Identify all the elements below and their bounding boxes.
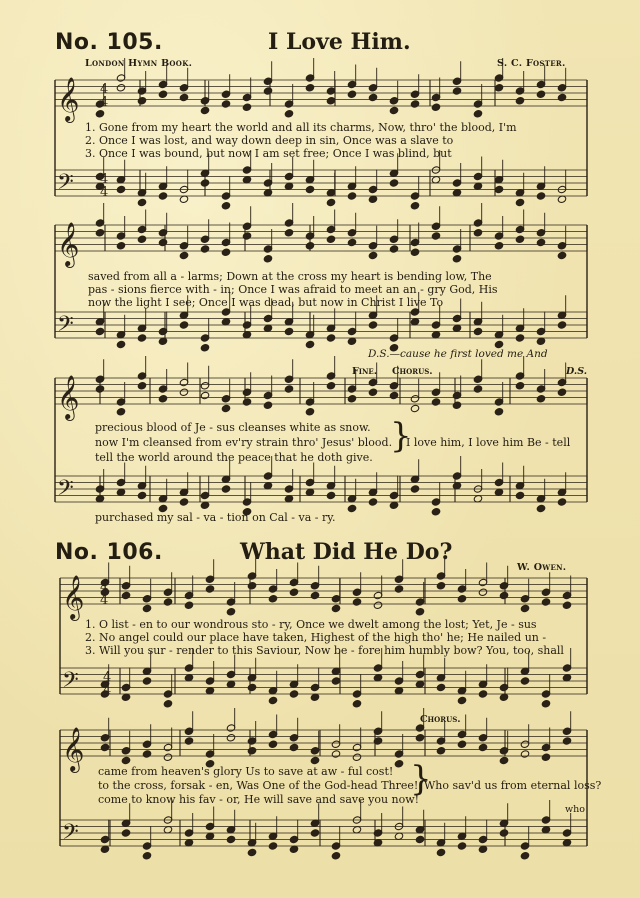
note-head: [452, 87, 461, 95]
note-head: [331, 604, 340, 612]
note-head: [142, 677, 151, 685]
note-head: [452, 401, 461, 409]
note-head: [562, 737, 571, 745]
note-head: [221, 404, 230, 412]
note-head: [536, 504, 545, 512]
note-head: [268, 595, 277, 603]
note-head: [431, 103, 440, 111]
note-head: [268, 696, 277, 704]
note-head: [221, 100, 230, 108]
note-head: [200, 245, 209, 253]
note-head: [368, 498, 377, 506]
note-head: [478, 690, 487, 698]
note-head: [200, 391, 209, 399]
note-head: [326, 198, 335, 206]
note-head: [179, 388, 188, 396]
note-head: [305, 340, 314, 348]
note-head: [431, 508, 440, 516]
hymn-105-composer: S. C. Foster.: [497, 58, 566, 69]
note-head: [389, 245, 398, 253]
hymn-105-title: I Love Him.: [268, 29, 411, 55]
note-head: [541, 598, 550, 606]
bass-clef-icon: 𝄢: [57, 476, 74, 506]
note-head: [494, 408, 503, 416]
note-head: [536, 238, 545, 246]
note-head: [95, 229, 104, 237]
note-head: [473, 229, 482, 237]
note-head: [457, 696, 466, 704]
note-head: [310, 756, 319, 764]
note-head: [473, 385, 482, 393]
note-head: [200, 106, 209, 114]
note-head: [263, 401, 272, 409]
note-head: [284, 385, 293, 393]
note-head: [389, 179, 398, 187]
bass-clef-icon: 𝄢: [57, 170, 74, 200]
note-head: [116, 408, 125, 416]
note-head: [158, 238, 167, 246]
note-head: [473, 110, 482, 118]
note-head: [289, 588, 298, 596]
note-head: [242, 398, 251, 406]
note-head: [247, 582, 256, 590]
note-head: [499, 829, 508, 837]
note-head: [263, 255, 272, 263]
note-head: [431, 232, 440, 240]
time-signature: 4: [100, 82, 109, 97]
note-head: [520, 750, 529, 758]
note-head: [221, 248, 230, 256]
note-head: [368, 321, 377, 329]
brace-icon: }: [410, 759, 432, 799]
note-head: [121, 829, 130, 837]
note-head: [410, 485, 419, 493]
note-head: [116, 84, 125, 92]
hymn-106-composer: W. Owen.: [517, 562, 567, 573]
hymn-105-source: London Hymn Book.: [85, 58, 193, 69]
note-head: [436, 582, 445, 590]
note-head: [200, 179, 209, 187]
note-head: [326, 334, 335, 342]
note-head: [520, 852, 529, 860]
note-head: [536, 192, 545, 200]
note-head: [226, 835, 235, 843]
note-head: [457, 595, 466, 603]
note-head: [499, 591, 508, 599]
note-head: [410, 404, 419, 412]
note-head: [557, 93, 566, 101]
hymn-106-s2-verse3: come to know his fav - or, He will save and save you now!: [98, 793, 420, 806]
note-head: [515, 97, 524, 105]
note-head: [95, 385, 104, 393]
note-head: [268, 842, 277, 850]
note-head: [158, 192, 167, 200]
note-head: [389, 391, 398, 399]
note-head: [326, 382, 335, 390]
hymn-105-s3-verse1: precious blood of Je - sus cleanses white as snow.: [95, 421, 371, 434]
note-head: [536, 90, 545, 98]
hymn-105-s3-verse3: tell the world around the peace that he doth give.: [95, 451, 373, 464]
note-head: [415, 734, 424, 742]
note-head: [557, 251, 566, 259]
time-signature: 4: [100, 95, 109, 110]
note-head: [179, 321, 188, 329]
note-head: [179, 498, 188, 506]
note-head: [179, 93, 188, 101]
note-head: [326, 491, 335, 499]
note-head: [515, 235, 524, 243]
note-head: [121, 756, 130, 764]
note-head: [431, 398, 440, 406]
bass-clef-icon: 𝄢: [62, 668, 79, 698]
note-head: [410, 248, 419, 256]
note-head: [289, 743, 298, 751]
note-head: [305, 408, 314, 416]
time-signature: 4: [100, 593, 109, 608]
note-head: [226, 734, 235, 742]
note-head: [415, 835, 424, 843]
note-head: [247, 848, 256, 856]
hymn-105-s1-verse3: 3. Once I was bound, but now I am set free; Once I was blind, but: [85, 147, 452, 160]
note-head: [331, 677, 340, 685]
note-head: [95, 327, 104, 335]
note-head: [457, 842, 466, 850]
note-head: [163, 700, 172, 708]
hymn-105-number: No. 105.: [55, 30, 163, 55]
note-head: [536, 395, 545, 403]
note-head: [116, 185, 125, 193]
note-head: [494, 242, 503, 250]
note-head: [163, 598, 172, 606]
treble-clef-icon: 𝄞: [62, 575, 85, 619]
hymn-106-s1-verse2: 2. No angel could our place have taken, Highest of the high tho' he; He nailed un -: [85, 631, 547, 644]
note-head: [142, 604, 151, 612]
note-head: [352, 700, 361, 708]
time-signature: 4: [103, 683, 112, 698]
note-head: [305, 242, 314, 250]
note-head: [494, 185, 503, 193]
note-head: [494, 84, 503, 92]
hymn-105-purchased: purchased my sal - va - tion on Cal - va - ry.: [95, 511, 336, 524]
note-head: [263, 87, 272, 95]
note-head: [541, 700, 550, 708]
note-head: [352, 598, 361, 606]
note-head: [478, 743, 487, 751]
treble-clef-icon: 𝄞: [57, 375, 80, 419]
hymn-105-s3-verse2: now I'm cleansed from ev'ry strain thro' Jesus' blood.: [95, 436, 393, 449]
hymn-106-s1-verse1: 1. O list - en to our wondrous sto - ry, Once we dwelt among the lost; Yet, Je - sus: [85, 618, 537, 631]
note-head: [347, 504, 356, 512]
note-head: [310, 591, 319, 599]
note-head: [473, 327, 482, 335]
note-head: [410, 100, 419, 108]
note-head: [221, 202, 230, 210]
note-head: [158, 395, 167, 403]
hymn-106-s2-verse1: came from heaven's glory Us to save at aw - ful cost!: [98, 765, 394, 778]
note-head: [284, 229, 293, 237]
note-head: [520, 677, 529, 685]
note-head: [352, 753, 361, 761]
note-head: [326, 97, 335, 105]
note-head: [515, 491, 524, 499]
note-head: [394, 585, 403, 593]
hymn-106-title: What Did He Do?: [240, 539, 453, 565]
note-head: [520, 604, 529, 612]
note-head: [331, 852, 340, 860]
note-head: [347, 90, 356, 98]
note-head: [310, 829, 319, 837]
note-head: [137, 334, 146, 342]
note-head: [436, 747, 445, 755]
note-head: [142, 852, 151, 860]
note-head: [268, 740, 277, 748]
treble-clef-icon: 𝄞: [57, 77, 80, 121]
note-head: [331, 750, 340, 758]
note-head: [116, 340, 125, 348]
hymn-106-chorus-label: Chorus.: [420, 714, 461, 725]
time-signature: 4: [103, 670, 112, 685]
note-head: [305, 84, 314, 92]
note-head: [557, 321, 566, 329]
note-head: [163, 753, 172, 761]
note-head: [305, 185, 314, 193]
note-head: [347, 238, 356, 246]
time-signature: 4: [100, 172, 109, 187]
note-head: [221, 485, 230, 493]
hymn-105-s2-verse2: pas - sions fierce with - in; Once I was afraid to meet an an - gry God, His: [88, 283, 498, 296]
note-head: [142, 750, 151, 758]
note-head: [137, 198, 146, 206]
note-head: [389, 106, 398, 114]
note-head: [499, 756, 508, 764]
note-head: [242, 103, 251, 111]
note-head: [410, 202, 419, 210]
note-head: [184, 601, 193, 609]
note-head: [284, 327, 293, 335]
bass-clef-icon: 𝄢: [57, 312, 74, 342]
note-head: [368, 388, 377, 396]
brace-icon: }: [390, 416, 412, 456]
note-head: [515, 334, 524, 342]
treble-clef-icon: 𝄞: [62, 727, 85, 771]
note-head: [121, 591, 130, 599]
note-head: [184, 737, 193, 745]
note-head: [436, 848, 445, 856]
note-head: [326, 235, 335, 243]
note-head: [457, 740, 466, 748]
note-head: [95, 110, 104, 118]
hymn-105-ds-mark: D.S.: [566, 366, 588, 377]
note-head: [452, 255, 461, 263]
note-head: [137, 382, 146, 390]
note-head: [247, 747, 256, 755]
note-head: [179, 251, 188, 259]
note-head: [100, 743, 109, 751]
note-head: [368, 93, 377, 101]
note-head: [137, 97, 146, 105]
note-head: [116, 242, 125, 250]
note-head: [247, 683, 256, 691]
note-head: [226, 608, 235, 616]
hymn-106-who: who: [565, 804, 585, 815]
note-head: [242, 232, 251, 240]
hymn-106-s2-verse2: to the cross, forsak - en, Was One of the God-head Three!: [98, 779, 419, 792]
note-head: [478, 588, 487, 596]
note-head: [137, 235, 146, 243]
hymn-105-chorus-label: Chorus.: [392, 366, 433, 377]
hymn-105-fine: Fine.: [352, 366, 378, 377]
note-head: [515, 198, 524, 206]
hymn-105-s2-verse1: saved from all a - larms; Down at the cross my heart is bending low, The: [88, 270, 492, 283]
note-head: [205, 585, 214, 593]
note-head: [137, 491, 146, 499]
note-head: [541, 753, 550, 761]
hymn-106-s1-verse3: 3. Will you sur - render to this Saviour, Now be - fore him humbly bow? You, too, shall: [85, 644, 564, 657]
hymn-105-s1-verse1: 1. Gone from my heart the world and all its charms, Now, thro' the blood, I'm: [85, 121, 517, 134]
hymn-106-chorus-text: Who sav'd us from eternal loss?: [424, 779, 602, 792]
note-head: [347, 395, 356, 403]
note-head: [557, 388, 566, 396]
note-head: [562, 601, 571, 609]
treble-clef-icon: 𝄞: [57, 222, 80, 266]
note-head: [557, 498, 566, 506]
note-head: [373, 601, 382, 609]
note-head: [289, 690, 298, 698]
time-signature: 4: [100, 580, 109, 595]
note-head: [368, 251, 377, 259]
hymn-105-s2-verse3: now the light I see; Once I was dead, but now in Christ I live To: [88, 296, 444, 309]
note-head: [436, 683, 445, 691]
bass-clef-icon: 𝄢: [62, 820, 79, 850]
note-head: [347, 192, 356, 200]
note-head: [394, 760, 403, 768]
hymn-106-number: No. 106.: [55, 540, 163, 565]
time-signature: 4: [100, 185, 109, 200]
hymn-105-chorus-text: I love him, I love him Be - tell: [406, 436, 571, 449]
note-head: [415, 608, 424, 616]
note-head: [158, 90, 167, 98]
hymn-105-s1-verse2: 2. Once I was lost, and way down deep in sin, Once was a slave to: [85, 134, 454, 147]
note-head: [284, 110, 293, 118]
note-head: [515, 382, 524, 390]
note-head: [200, 344, 209, 352]
hymn-105-ds-line: D.S.—cause he first loved me And: [368, 348, 548, 360]
